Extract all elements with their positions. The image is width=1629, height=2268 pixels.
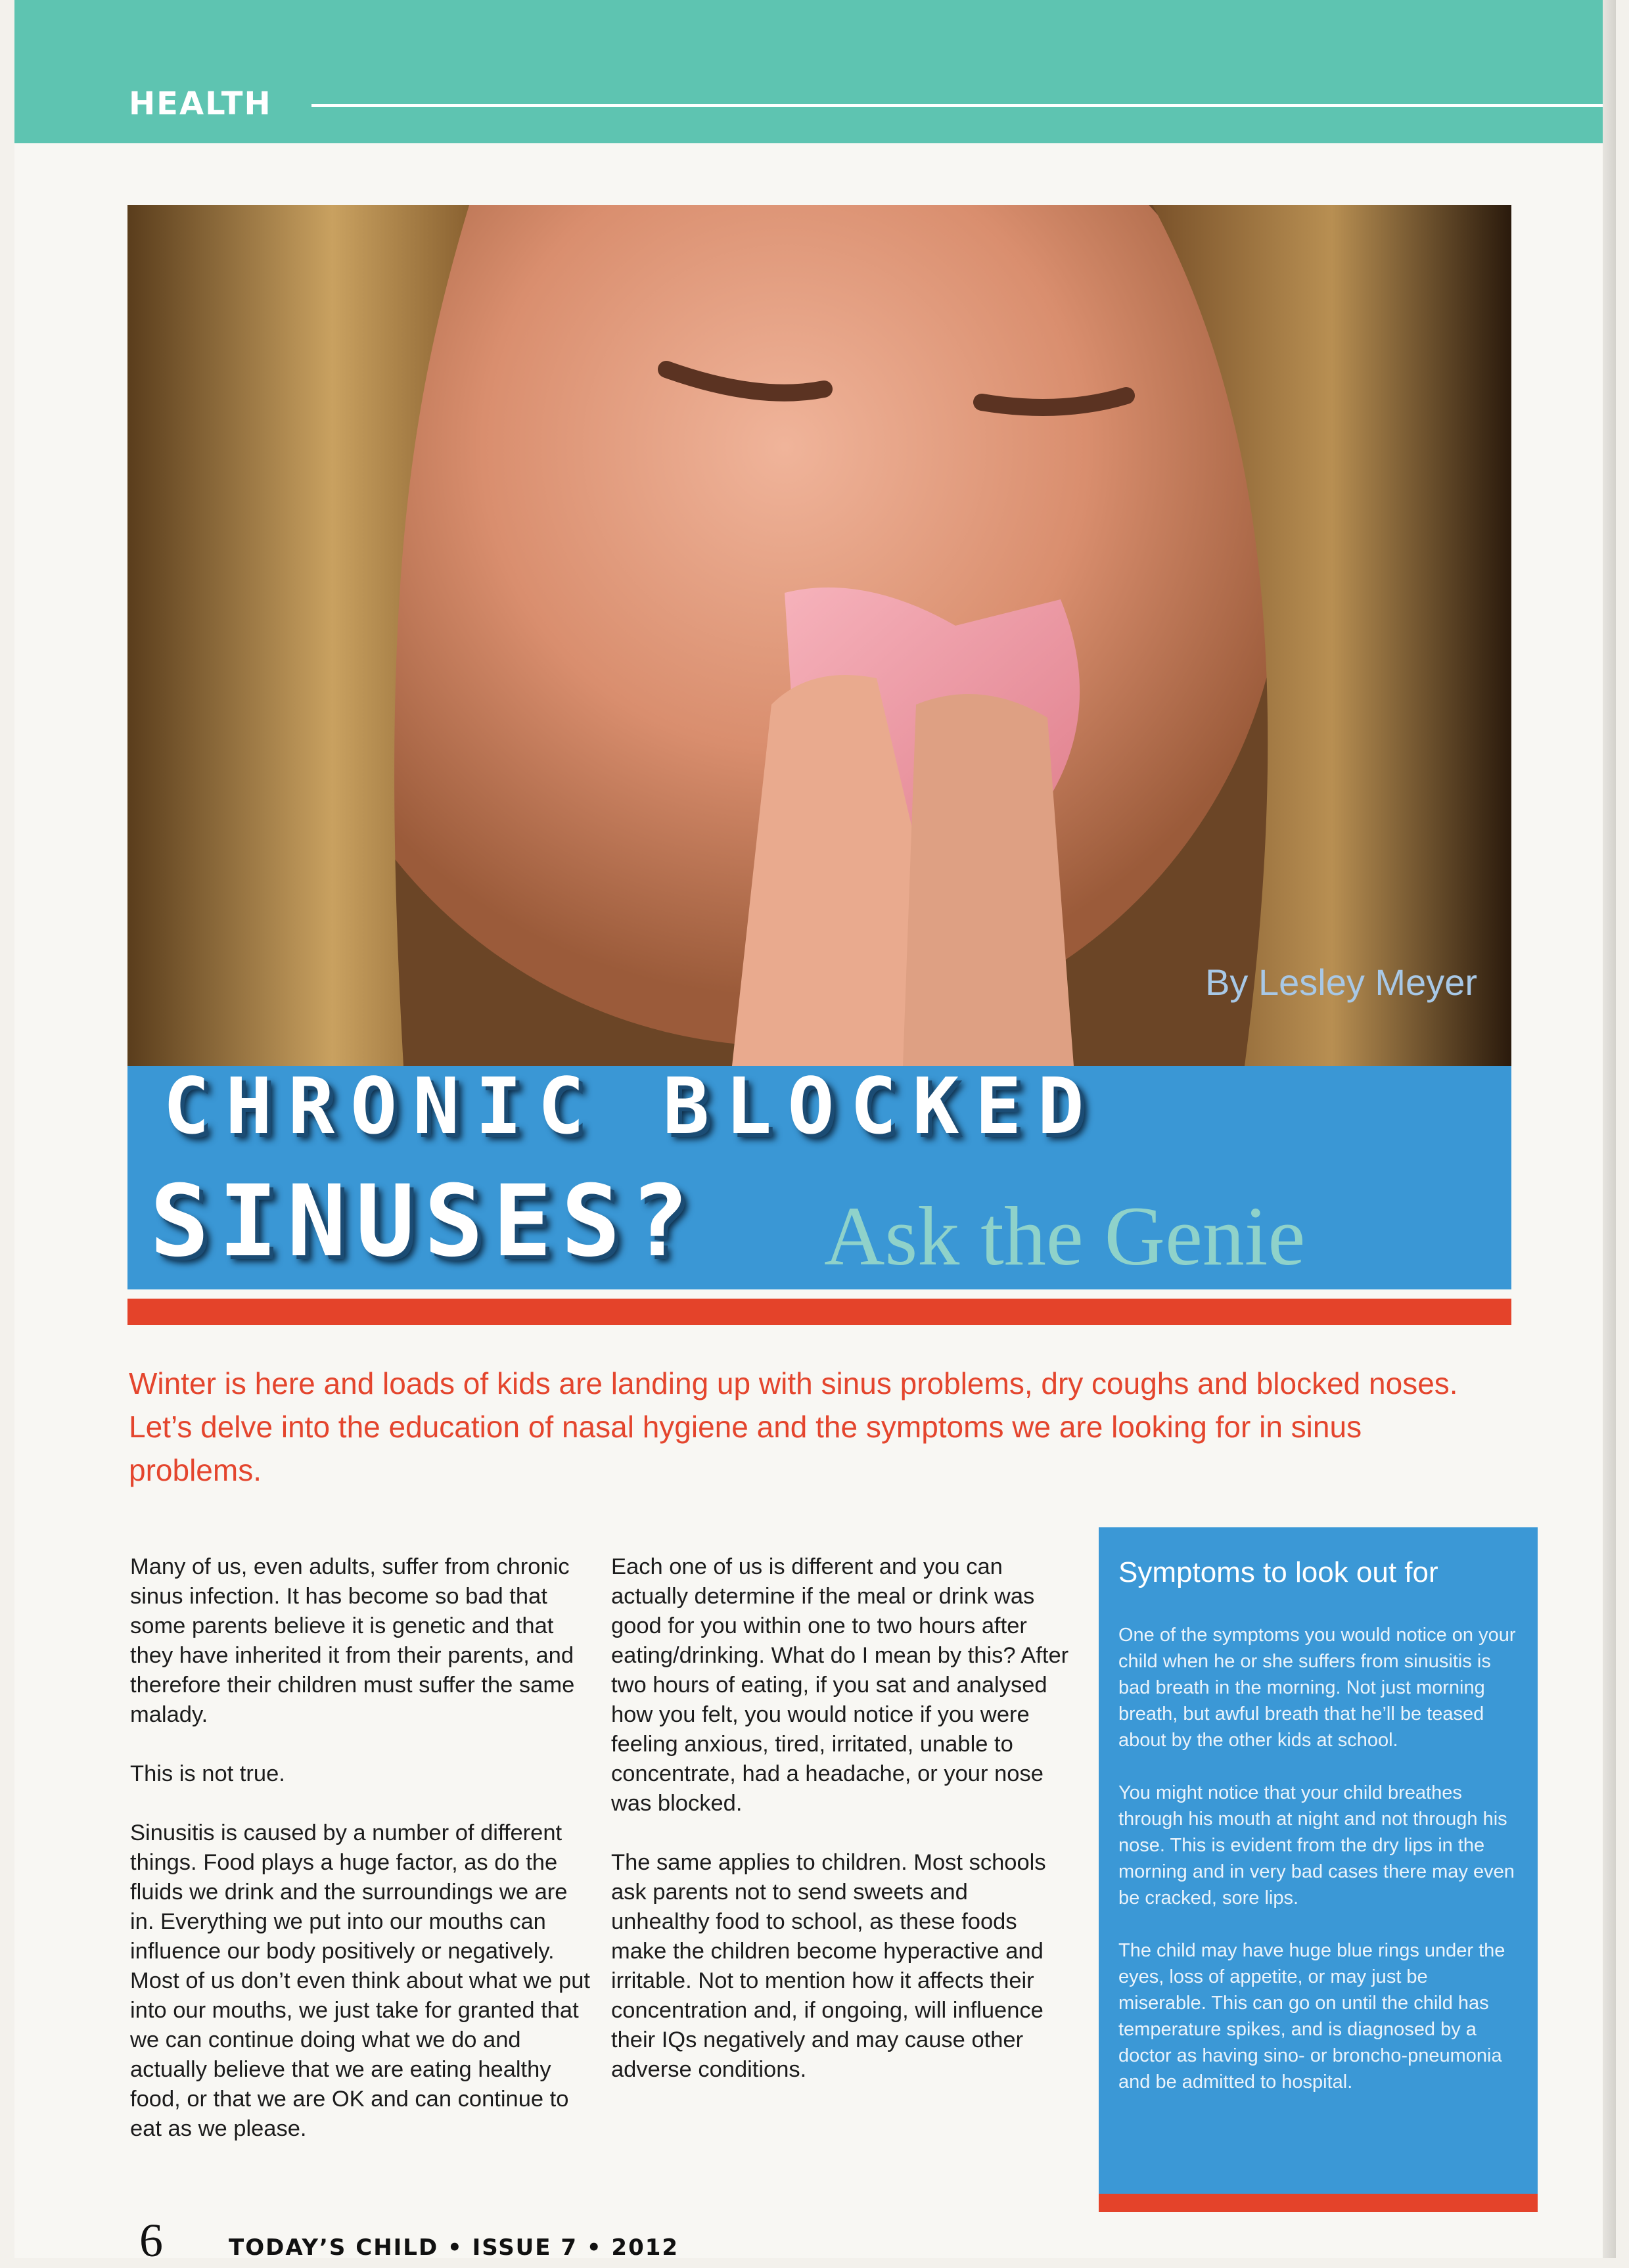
- intro-paragraph: Winter is here and loads of kids are landing up with sinus problems, dry coughs and blocked noses. Let’s delve into the education of nasal hygiene and the symptoms we are looking for in sinus problems.: [129, 1366, 1458, 1487]
- sidebar-paragraph: You might notice that your child breathes through his mouth at night and not through his nose. This is evident from the dry lips in the morning and in very bad cases there may even be cracked, sore lips.: [1118, 1782, 1515, 1909]
- header-rule: [311, 104, 1616, 107]
- headline-tagline: Ask the Genie: [824, 1190, 1306, 1283]
- body-paragraph: This is not true.: [130, 1761, 285, 1786]
- sidebar-body: [1118, 1622, 1521, 2121]
- page-number: 6: [139, 2214, 163, 2267]
- body-paragraph: Sinusitis is caused by a number of different things. Food plays a huge factor, as do the fluids we drink and the surroundings we are in. Everything we put into our mouths can influence our body positively or negatively. Most of us don’t even think about what we put into our mouths, we just take for granted that we can continue doing what we do and actually believe that we are eating healthy food, or that we are OK and can continue to eat as we please.: [130, 1820, 591, 2141]
- page-edge: [1603, 0, 1616, 2258]
- section-header-band: [14, 0, 1616, 143]
- sidebar-title: Symptoms to look out for: [1118, 1556, 1438, 1588]
- title-band: [127, 1061, 1511, 1289]
- magazine-page: [14, 0, 1616, 2267]
- sidebar-underline: [1099, 2194, 1538, 2212]
- sidebar-paragraph: One of the symptoms you would notice on your child when he or she suffers from sinusitis is bad breath in the morning. Not just morning breath, but awful breath that he’ll be teased about by the other kids at school.: [1118, 1625, 1516, 1751]
- body-paragraph: Many of us, even adults, suffer from chronic sinus infection. It has become so bad that some parents believe it is genetic and that they have inherited it from their parents, and therefore their children must suffer the same malady.: [130, 1554, 575, 1727]
- section-label: HEALTH: [129, 85, 272, 122]
- headline-line-2: SINUSES?: [150, 1165, 699, 1279]
- hero-photo: [127, 205, 1511, 1066]
- body-paragraph: Each one of us is different and you can actually determine if the meal or drink was good for you within one to two hours after eating/drinking. What do I mean by this? After two hours of eating, if you sat and analysed how you felt, you would notice if you were feeling anxious, tired, irritated, unable to concentrate, had a headache, or your nose was blocked.: [611, 1554, 1069, 1816]
- title-underline: [127, 1299, 1511, 1325]
- headline-line-1: CHRONIC BLOCKED: [163, 1061, 1100, 1151]
- body-column-2: [611, 1552, 1071, 2114]
- body-paragraph: The same applies to children. Most schools ask parents not to send sweets and unhealthy food to school, as these foods make the children become hyperactive and irritable. Not to mention how it affects their concentration and, if ongoing, will influence their IQs negatively and may cause other adverse conditions.: [611, 1850, 1046, 2082]
- child-blowing-nose-illustration: [127, 205, 1511, 1066]
- publication-footer: TODAY’S CHILD • ISSUE 7 • 2012: [229, 2234, 679, 2261]
- symptoms-sidebar: [1099, 1527, 1538, 2199]
- sidebar-paragraph: The child may have huge blue rings under the eyes, loss of appetite, or may just be miserable. This can go on until the child has temperature spikes, and is diagnosed by a doctor as having sino- or broncho-pneumonia and be admitted to hospital.: [1118, 1940, 1505, 2093]
- body-column-1: [130, 1552, 590, 2173]
- byline: By Lesley Meyer: [1205, 961, 1477, 1003]
